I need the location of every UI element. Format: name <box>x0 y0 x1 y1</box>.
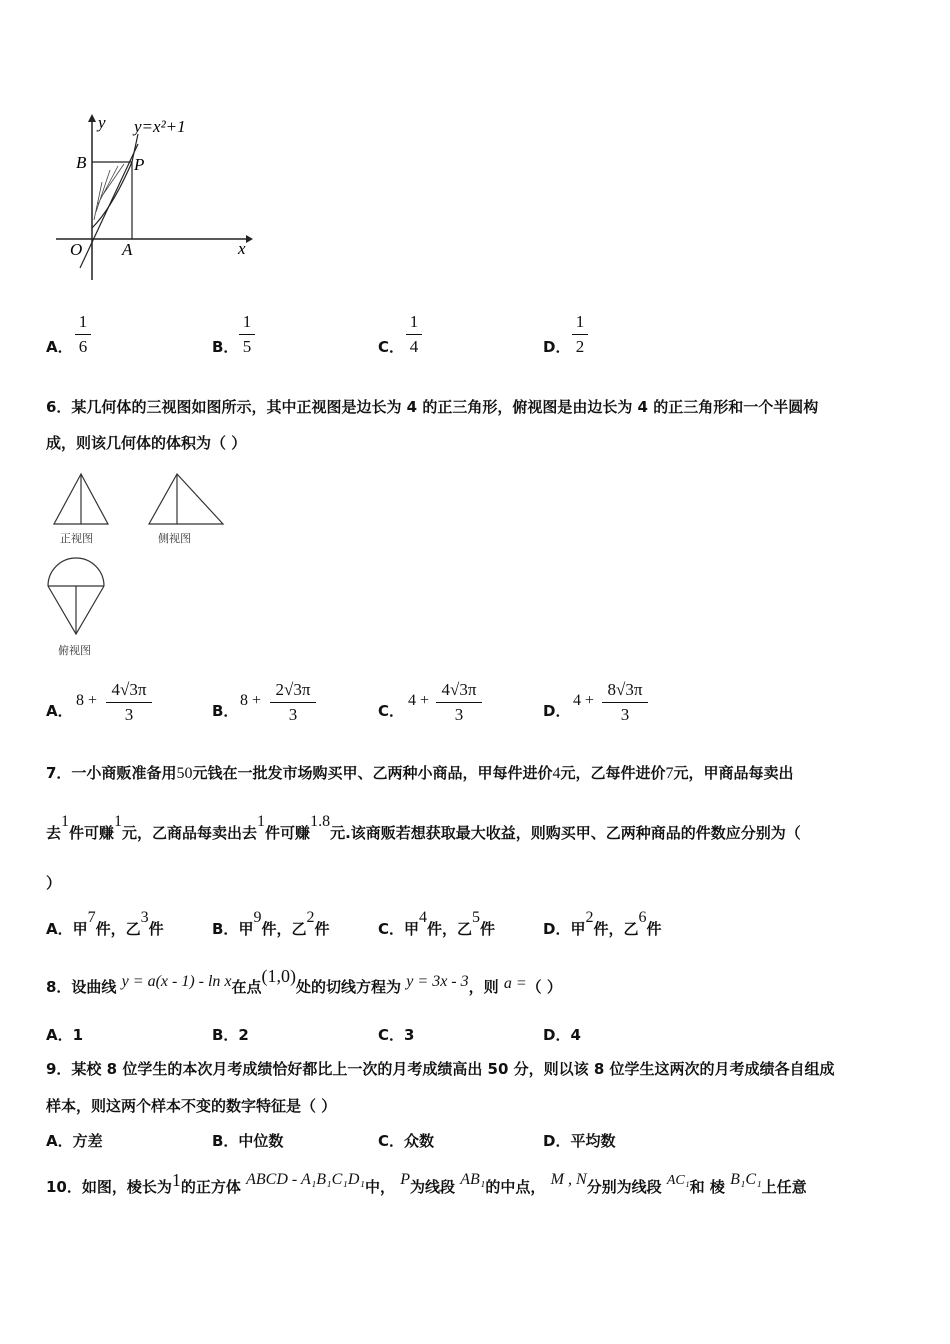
q5-option-a-fraction: 1 6 <box>75 312 91 357</box>
label-B: B <box>76 153 87 172</box>
q5-option-b-letter: B． <box>212 338 239 356</box>
q6-option-c-fraction: 4√3π 3 <box>436 680 482 725</box>
q7-option-a: A．甲7件，乙3件 <box>46 909 164 938</box>
q9-question-line1: 9．某校 8 位学生的本次月考成绩恰好都比上一次的月考成绩高出 50 分，则以该 8 位学生这两次的月考成绩各自组成 <box>46 1060 835 1078</box>
q7-question-line2: 去1件可赚1元，乙商品每卖出去1件可赚1.8元.该商贩若想获取最大收益，则购买甲、乙两种商品的件数应分别为（ <box>46 813 801 842</box>
q6-option-b-fraction: 2√3π 3 <box>270 680 316 725</box>
q5-option-a-letter: A． <box>46 338 73 356</box>
q7-option-c: C．甲4件，乙5件 <box>378 909 496 938</box>
q8-option-a: A．1 <box>46 1026 84 1044</box>
q6-front-caption: 正视图 <box>60 532 93 545</box>
q9-question-line2: 样本，则这两个样本不变的数字特征是（ ） <box>46 1097 337 1115</box>
q6-option-a-letter: A． <box>46 702 73 720</box>
q8-option-d: D．4 <box>543 1026 581 1044</box>
q6-option-b-prefix: 8 + <box>240 692 262 709</box>
q10-cube-name: ABCD - A₁B₁C₁D₁ <box>246 1171 365 1188</box>
q6-option-c-prefix: 4 + <box>408 692 430 709</box>
q6-question-line2: 成，则该几何体的体积为（ ） <box>46 434 247 452</box>
label-y: y <box>98 113 106 132</box>
q6-option-d-prefix: 4 + <box>573 692 595 709</box>
q8-curve-expression: y = a(x - 1) - ln x <box>121 973 232 990</box>
q6-option-d-fraction: 8√3π 3 <box>602 680 648 725</box>
shading <box>94 164 124 220</box>
label-O: O <box>70 240 83 259</box>
q8-question: 8．设曲线 y = a(x - 1) - ln x在点(1,0)处的切线方程为 y = 3x - 3，则 a =（ ） <box>46 966 562 996</box>
q8-point: (1,0) <box>261 966 297 986</box>
q8-tangent-expression: y = 3x - 3 <box>406 973 469 990</box>
q6-side-caption: 侧视图 <box>158 532 191 545</box>
q6-side-view <box>145 470 227 528</box>
q5-option-d-letter: D． <box>543 338 571 356</box>
q6-front-view <box>50 470 112 528</box>
q10-question: 10．如图，棱长为1的正方体 ABCD - A₁B₁C₁D₁中， P为线段 AB₁的中点， M , N分别为线段 AC₁和 棱 B₁C₁上任意 <box>46 1170 807 1196</box>
q7-option-b: B．甲9件，乙2件 <box>212 909 330 938</box>
q9-option-d: D．平均数 <box>543 1132 616 1150</box>
q6-option-c-letter: C． <box>378 702 405 720</box>
q5-option-d-fraction: 1 2 <box>572 312 588 357</box>
q5-option-b-fraction: 1 5 <box>239 312 255 357</box>
q9-option-c: C．众数 <box>378 1132 435 1150</box>
q6-top-caption: 俯视图 <box>58 644 91 657</box>
q5-option-c-fraction: 1 4 <box>406 312 422 357</box>
q6-option-b-letter: B． <box>212 702 239 720</box>
q9-option-a: A．方差 <box>46 1132 103 1150</box>
label-P: P <box>134 155 145 174</box>
q7-option-d: D．甲2件，乙6件 <box>543 909 662 938</box>
q7-question-line3: ） <box>46 874 62 892</box>
q5-graph <box>50 108 260 288</box>
q6-top-view <box>44 556 108 640</box>
q6-question-line1: 6．某几何体的三视图如图所示，其中正视图是边长为 4 的正三角形，俯视图是由边长为 4 的正三角形和一个半圆构 <box>46 398 819 416</box>
q6-option-d-letter: D． <box>543 702 571 720</box>
q6-option-a-fraction: 4√3π 3 <box>106 680 152 725</box>
q5-option-c-letter: C． <box>378 338 405 356</box>
q9-option-b: B．中位数 <box>212 1132 284 1150</box>
q8-option-b: B．2 <box>212 1026 249 1044</box>
parabola-curve <box>92 134 138 228</box>
label-curve: y=x²+1 <box>134 117 186 136</box>
q6-option-a-prefix: 8 + <box>76 692 98 709</box>
q8-option-c: C．3 <box>378 1026 415 1044</box>
label-A: A <box>122 240 133 259</box>
q7-question-line1: 7．一小商贩准备用50元钱在一批发市场购买甲、乙两种小商品，甲每件进价4元，乙每件进价7元，甲商品每卖出 <box>46 764 794 782</box>
y-axis-arrow <box>88 114 96 122</box>
label-x: x <box>238 239 246 258</box>
x-axis-arrow <box>246 235 253 243</box>
